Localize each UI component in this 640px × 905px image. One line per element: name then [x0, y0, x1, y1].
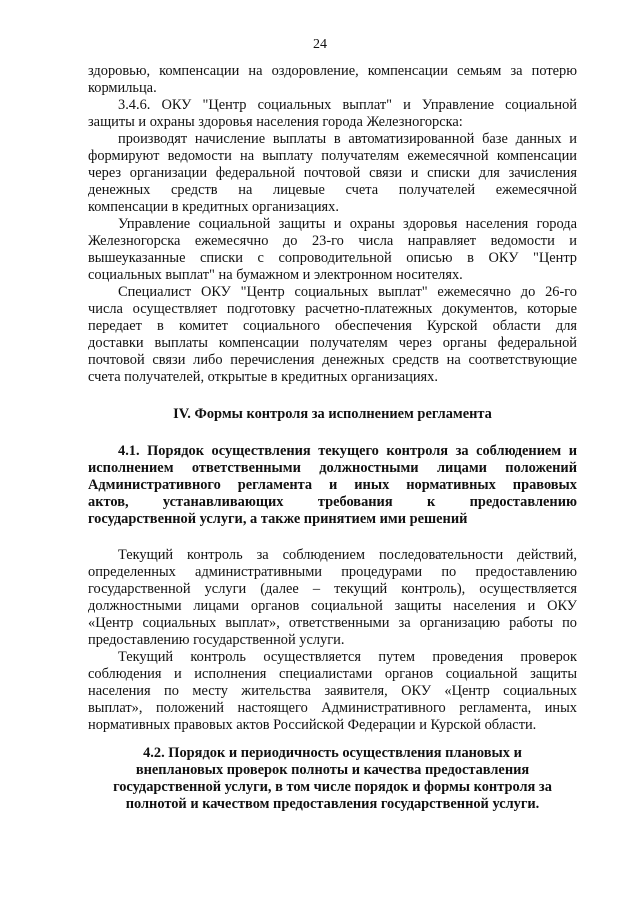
text-line: Текущий контроль осуществляется путем проведения проверок [118, 649, 577, 665]
text-line: определенных административными процедурами по предоставлению [88, 564, 577, 580]
text-line: кормильца. [88, 80, 157, 96]
text-line: денежных средств на лицевые счета получателей ежемесячной [88, 182, 577, 198]
text-line: Текущий контроль за соблюдением последовательности действий, [118, 547, 577, 563]
text-line: должностными лицами органов социальной защиты населения и ОКУ [88, 598, 577, 614]
text-line: государственной услуги, в том числе порядок и формы контроля за [113, 779, 552, 795]
text-line: передает в комитет социального обеспечения Курской области для [88, 318, 577, 334]
text-line: внеплановых проверок полноты и качества предоставления [135, 762, 530, 778]
text-line: Железногорска ежемесячно до 23-го числа направляет ведомости и [88, 233, 577, 249]
text-line: Специалист ОКУ "Центр социальных выплат" ежемесячно до 26-го [118, 284, 577, 300]
page-number: 24 [313, 37, 327, 52]
text-line: вышеуказанные списки с сопроводительной описью в ОКУ "Центр [88, 250, 577, 266]
text-line: почтовой связи либо перечисления денежных средств на соответствующие [88, 352, 577, 368]
text-line: Административного регламента и иных нормативных правовых [88, 477, 577, 493]
text-line: счета получателей, открытые в кредитных организациях. [88, 369, 438, 385]
text-line: 4.2. Порядок и периодичность осуществления плановых и [143, 745, 522, 761]
text-line: соблюдения и исполнения специалистами органов социальной защиты [88, 666, 577, 682]
text-line: «Центр социальных выплат», ответственными за организацию работы по [88, 615, 577, 631]
text-line: 3.4.6. ОКУ "Центр социальных выплат" и Управление социальной [118, 97, 577, 113]
text-line: нормативных правовых актов Российской Федерации и Курской области. [88, 717, 537, 733]
text-line: IV. Формы контроля за исполнением регламента [173, 406, 492, 422]
text-line: производят начисление выплаты в автоматизированной базе данных и [118, 131, 577, 147]
text-line: через организации федеральной почтовой связи и списки для зачисления [88, 165, 577, 181]
text-line: исполнением ответственными должностными лицами положений [88, 460, 577, 476]
text-line: населения по месту жительства заявителя, ОКУ «Центр социальных [88, 683, 577, 699]
text-line: доставки выплаты компенсации получателям через органы федеральной [88, 335, 577, 351]
text-line: актов, устанавливающих требования к предоставлению [88, 494, 577, 510]
text-line: государственной услуги, а также принятием ими решений [88, 511, 468, 527]
text-line: защиты и охраны здоровья населения города Железногорска: [88, 114, 463, 130]
text-line: компенсации в кредитных организациях. [88, 199, 339, 215]
text-line: здоровью, компенсации на оздоровление, компенсации семьям за потерю [88, 63, 577, 79]
text-line: государственной услуги (далее – текущий контроль), осуществляется [88, 581, 577, 597]
text-line: числа осуществляет подготовку расчетно-платежных документов, которые [88, 301, 577, 317]
text-line: формируют ведомости на выплату получателям ежемесячной компенсации [88, 148, 577, 164]
text-line: 4.1. Порядок осуществления текущего контроля за соблюдением и [118, 443, 577, 459]
text-line: предоставлению государственной услуги. [88, 632, 345, 648]
text-line: полнотой и качеством предоставления государственной услуги. [125, 796, 540, 812]
text-line: Управление социальной защиты и охраны здоровья населения города [118, 216, 577, 232]
text-line: социальных выплат" на бумажном и электронном носителях. [88, 267, 463, 283]
text-line: выплат», положений настоящего Административного регламента, иных [88, 700, 577, 716]
